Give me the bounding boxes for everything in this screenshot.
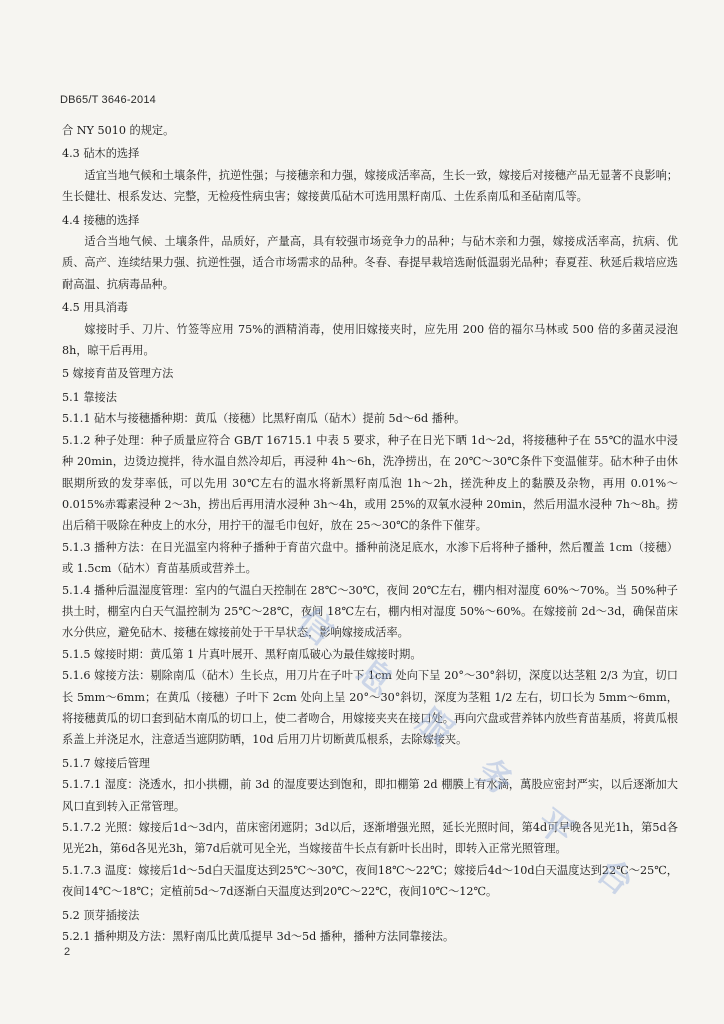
watermark-char: 台 [589, 851, 641, 904]
clause: 5.1.6 嫁接方法：剔除南瓜（砧木）生长点，用刀片在子叶下 1cm 处向下呈 20°～30°斜切，深度以达茎粗 2/3 为宜，切口长 5mm～6mm；在黄瓜（接穗）子叶下 2cm 处向上呈 20°～30°斜切，深度为茎粗 1/2 左右，切口长为 5mm～6mm，将接穗黄瓜的切口套到砧木南瓜的切口上，使二者吻合，用嫁接夹夹在接口处。再向穴盘或营养钵内放些育苗基质，将黄瓜根系盖上并浇足水，注意适当遮阴防晒，10d 后用刀片切断黄瓜根系，去除嫁接夹。 [62, 669, 678, 747]
section-heading: 5.1.7 嫁接后管理 [62, 756, 150, 770]
clause: 5.1.2 种子处理：种子质量应符合 GB/T 16715.1 中表 5 要求，种子在日光下晒 1d～2d，将接穗种子在 55℃的温水中浸种 20min，边烫边搅拌，待水温自然冷却后，再浸种 4h～6h，洗净捞出，在 20℃～30℃条件下变温催芽。砧木种子由休眠期所致的发芽率低，可以先用 30℃左右的温水将新黑籽南瓜泡 1h～2h，搓洗种皮上的黏膜及杂物，再用 0.01%～0.015%赤霉素浸种 2～3h，捞出后再用清水浸种 3h～4h，或用 25%的双氧水浸种 20min，然后用温水浸种 7h～8h。捞出后稍干吸除在种皮上的水分，用拧干的湿毛巾包好，放在 25～30℃的条件下催芽。 [62, 433, 678, 533]
section-heading: 4.4 接穗的选择 [62, 213, 140, 227]
watermark-char: 平 [529, 801, 581, 854]
section-heading: 4.5 用具消毒 [62, 301, 129, 315]
document-body [62, 120, 678, 947]
section-heading: 5 嫁接育苗及管理方法 [62, 367, 174, 381]
clause: 5.1.7.1 湿度：浇透水，扣小拱棚，前 3d 的湿度要达到饱和，即扣棚第 2d 棚膜上有水滴，萬股应密封严实，以后逐渐加大风口直到转入正常管理。 [62, 778, 678, 813]
section-heading: 4.3 砧木的选择 [62, 147, 140, 161]
watermark-char: 息 [349, 651, 401, 704]
watermark-char: 信 [289, 601, 341, 654]
clause: 5.1.7.2 光照：嫁接后1d～3d内，苗床密闭遮阴；3d以后，逐渐增强光照，延长光照时间，第4d可早晚各见光1h，第5d各见光2h，第6d各见光3h，第7d后就可见全光，当嫁接苗牛长点有新叶长出时，即转入正常光照管理。 [62, 821, 678, 856]
section-heading: 5.2 顶芽插接法 [62, 908, 140, 922]
paragraph: 适合当地气候、土壤条件，品质好，产量高，具有较强市场竞争力的品种；与砧木亲和力强，嫁接成活率高，抗病、优质、高产、连续结果力强、抗逆性强，适合市场需求的品种。冬春、春提早栽培选耐低温弱光品种；春夏茬、秋延后栽培应选耐高温、抗病毒品种。 [62, 235, 678, 291]
clause: 5.1.3 播种方法：在日光温室内将种子播种于育苗穴盘中。播种前浇足底水，水渗下后将种子播种，然后覆盖 1cm（接穗）或 1.5cm（砧木）育苗基质或营养土。 [62, 540, 678, 576]
watermark-char: 务 [469, 751, 521, 804]
paragraph: 适宜当地气候和土壤条件，抗逆性强；与接穗亲和力强，嫁接成活率高，生长一致，嫁接后对接穗产品无显著不良影响；生长健壮、根系发达、完整，无检疫性病虫害；嫁接黄瓜砧木可选用黑籽南瓜、土佐系南瓜和圣砧南瓜等。 [62, 168, 678, 204]
clause: 5.1.4 播种后温湿度管理：室内的气温白天控制在 28℃～30℃，夜间 20℃左右，棚内相对湿度 60%～70%。当 50%种子拱土时，棚室内白天气温控制为 25℃～28℃，夜间 18℃左右，棚内相对湿度 50%～60%。在嫁接前 2d～3d，确保苗床水分供应，避免砧木、接穗在嫁接前处于干旱状态，影响嫁接成活率。 [62, 583, 678, 640]
clause: 5.1.5 嫁接时期：黄瓜第 1 片真叶展开、黑籽南瓜破心为最佳嫁接时期。 [62, 647, 422, 661]
section-heading: 5.1 靠接法 [62, 390, 117, 404]
paragraph: 合 NY 5010 的规定。 [62, 124, 175, 137]
watermark-char: 服 [409, 701, 461, 754]
paragraph: 嫁接时手、刀片、竹签等应用 75%的酒精消毒，使用旧嫁接夹时，应先用 200 倍的福尔马林或 500 倍的多菌灵浸泡 8h，晾干后再用。 [62, 322, 678, 358]
clause: 5.1.7.3 温度：嫁接后1d～5d白天温度达到25℃～30℃，夜间18℃～22℃；嫁接后4d～10d白天温度达到22℃～25℃，夜间14℃～18℃；定植前5d～7d逐渐白天温度达到20℃～22℃，夜间10℃～12℃。 [62, 863, 678, 899]
clause: 5.2.1 播种期及方法：黑籽南瓜比黄瓜提早 3d～5d 播种，播种方法同靠接法。 [62, 930, 455, 944]
document-code: DB65/T 3646-2014 [60, 94, 156, 106]
page-number: 2 [64, 946, 71, 958]
clause: 5.1.1 砧木与接穗播种期：黄瓜（接穗）比黑籽南瓜（砧木）提前 5d～6d 播种。 [62, 412, 466, 426]
